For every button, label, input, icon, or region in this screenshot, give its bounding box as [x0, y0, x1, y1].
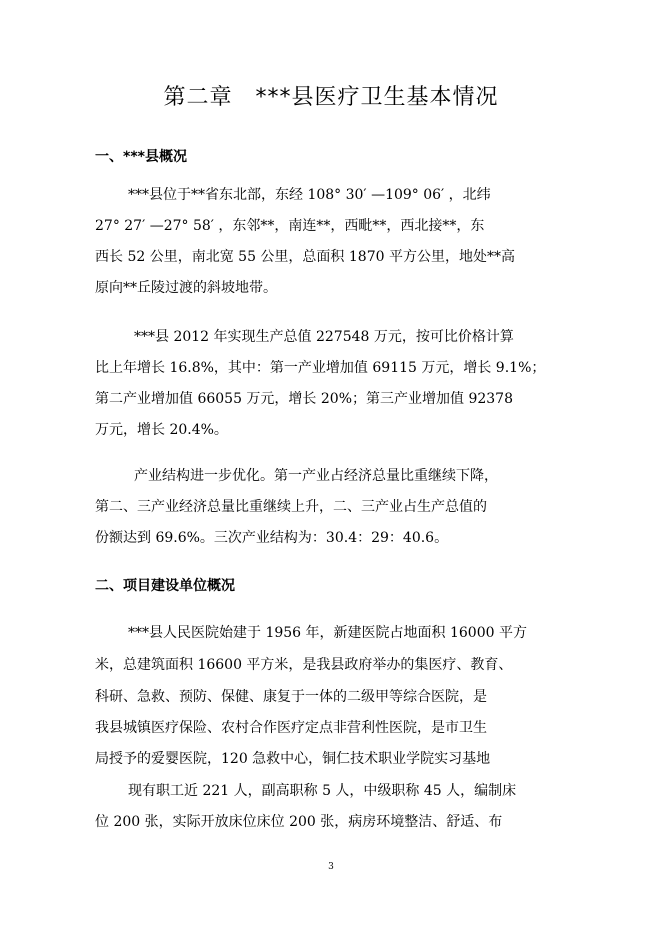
paragraph-line: ***县人民医院始建于 1956 年，新建医院占地面积 16000 平方 — [128, 625, 527, 641]
paragraph-line: ***县 2012 年实现生产总值 227548 万元，按可比价格计算 — [134, 329, 514, 345]
paragraph-line: 第二、三产业经济总量比重继续上升，二、三产业占生产总值的 — [95, 499, 487, 515]
paragraph-line: 27° 27′ —27° 58′ ，东邻**，南连**，西毗**，西北接**，东 — [95, 218, 485, 234]
paragraph-line: ***县位于**省东北部，东经 108° 30′ —109° 06′ ，北纬 — [128, 187, 491, 203]
chapter-title: 第二章 ***县医疗卫生基本情况 — [163, 85, 499, 110]
section-heading-project-unit: 二、项目建设单位概况 — [95, 578, 235, 594]
paragraph-line: 现有职工近 221 人，副高职称 5 人，中级职称 45 人，编制床 — [128, 783, 517, 799]
paragraph-line: 份额达到 69.6%。三次产业结构为：30.4：29：40.6。 — [95, 530, 449, 546]
paragraph-line: 产业结构进一步优化。第一产业占经济总量比重继续下降， — [134, 468, 498, 484]
paragraph-line: 我县城镇医疗保险、农村合作医疗定点非营利性医院，是市卫生 — [95, 720, 487, 736]
paragraph-line: 第二产业增加值 66055 万元，增长 20%；第三产业增加值 92378 — [95, 391, 513, 407]
paragraph-line: 米，总建筑面积 16600 平方米，是我县政府举办的集医疗、教育、 — [95, 657, 513, 673]
paragraph-line: 位 200 张，实际开放床位床位 200 张，病房环境整洁、舒适、布 — [95, 814, 503, 830]
paragraph-line: 比上年增长 16.8%，其中：第一产业增加值 69115 万元，增长 9.1%； — [95, 360, 546, 376]
page-number: 3 — [328, 862, 334, 872]
paragraph-line: 西长 52 公里，南北宽 55 公里，总面积 1870 平方公里，地处**高 — [95, 249, 515, 265]
paragraph-line: 科研、急救、预防、保健、康复于一体的二级甲等综合医院，是 — [95, 689, 487, 705]
paragraph-line: 万元，增长 20.4%。 — [95, 422, 228, 438]
section-heading-overview: 一、***县概况 — [95, 149, 187, 165]
paragraph-line: 原向**丘陵过渡的斜坡地带。 — [95, 280, 277, 296]
paragraph-line: 局授予的爱婴医院，120 急救中心，铜仁技术职业学院实习基地 — [95, 751, 491, 767]
